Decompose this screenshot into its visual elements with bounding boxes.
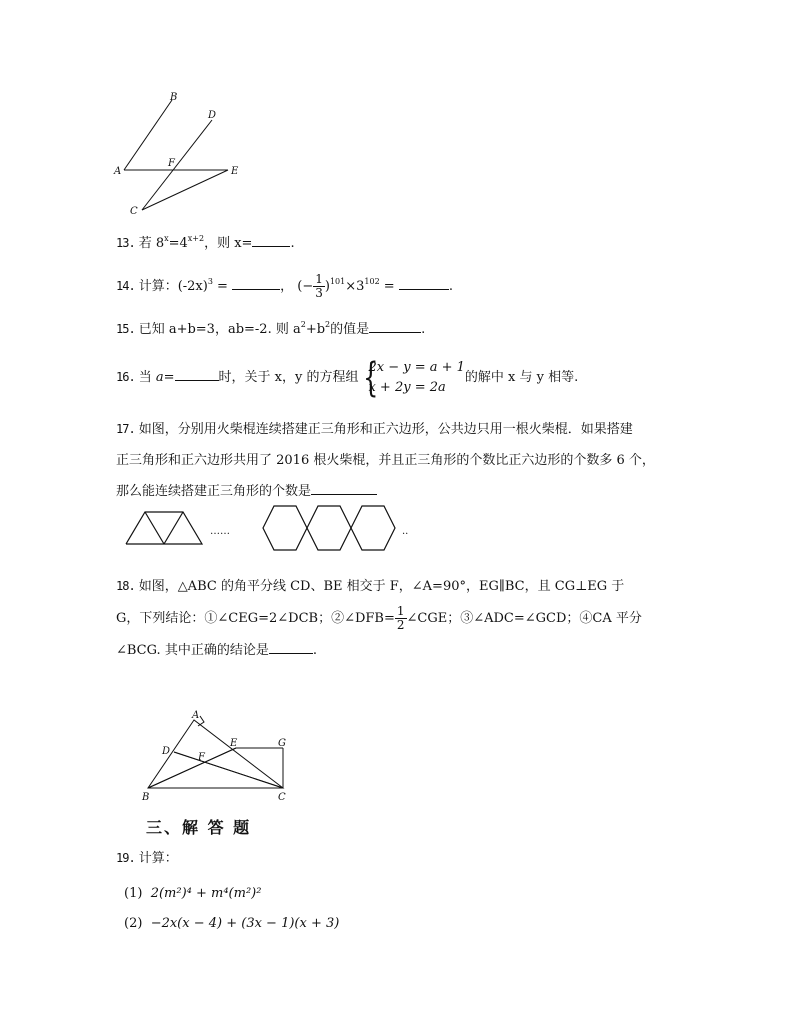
q15-end: . [421, 322, 426, 337]
q14-sep: ， [280, 279, 294, 294]
q13-sup1: x [164, 234, 169, 243]
line-CD [142, 120, 212, 210]
q18-line-3: ∠BCG. 其中正确的结论是 . [116, 635, 642, 667]
q16-tail: 的解中 x 与 y 相等. [464, 370, 579, 385]
equation-system [358, 354, 465, 401]
fraction-one-third: $\frac{1}{3}$ [315, 272, 323, 300]
line-DE-helper [174, 752, 283, 788]
label-D: D [208, 110, 217, 121]
label-A: A [192, 710, 200, 721]
q13-text: 若 8 [138, 236, 165, 251]
q19-item-1 [124, 884, 261, 904]
figure-triangle-abc [138, 708, 298, 808]
figure-matchsticks [118, 500, 418, 560]
dots-left: …… [210, 526, 230, 537]
question-15 [116, 318, 425, 340]
q13-end: . [290, 236, 295, 251]
item-label: (2) [124, 916, 143, 931]
item-label: (1) [124, 886, 143, 901]
q15-tail: 的值是 [330, 322, 370, 337]
q14-sup3: 102 [364, 277, 380, 286]
answer-blank[interactable] [311, 480, 377, 495]
answer-blank[interactable] [269, 639, 313, 654]
q14-eq2: = [379, 279, 399, 294]
label-D: D [162, 746, 171, 757]
question-number: 16. [116, 370, 135, 384]
triangles-row [126, 512, 202, 544]
label-E: E [230, 738, 238, 749]
question-14 [116, 273, 453, 300]
q15-plus: +b [305, 322, 326, 337]
hexagons-row [263, 506, 395, 550]
question-number: 19. [116, 851, 135, 865]
q16-eq: = [163, 370, 175, 385]
q14-sup1: 3 [207, 277, 213, 286]
q16-pre: 当 [138, 370, 156, 385]
line-AB [124, 100, 172, 170]
item-expression: 2(m²)⁴ + m⁴(m²)² [150, 886, 262, 901]
q13-mid: =4 [168, 236, 188, 251]
q15-sup2: 2 [325, 320, 331, 329]
q19-item-2 [124, 914, 339, 934]
q17-line-2: 正三角形和正六边形共用了 2016 根火柴棍，并且正三角形的个数比正六边形的个数多 6 个， [116, 453, 655, 468]
q17-line-1: 17. 如图，分别用火柴棍连续搭建正三角形和正六边形，公共边只用一根火柴棍．如果搭建 [116, 422, 633, 437]
q15-text: 已知 a+b=3，ab=-2. 则 a [138, 322, 301, 337]
q16-mid: 时，关于 x，y 的方程组 [218, 370, 359, 385]
q15-sup1: 2 [300, 320, 306, 329]
q19-title: 计算： [138, 851, 178, 866]
brace-icon: { [363, 354, 379, 401]
q18-line-2: G，下列结论：①∠CEG=2∠DCB；②∠DFB= $\frac{1}{2}$ ∠CGE；③∠ADC=∠GCD；④CA 平分 [116, 604, 642, 632]
question-number: 17. [116, 422, 135, 436]
label-B: B [170, 92, 178, 103]
section-title: 三、解 答 题 [146, 818, 252, 837]
label-E: E [231, 166, 239, 177]
question-19 [116, 848, 178, 869]
answer-blank[interactable] [232, 275, 280, 290]
question-17 [116, 414, 655, 507]
label-G: G [278, 738, 286, 749]
label-B: B [142, 792, 150, 803]
answer-blank[interactable] [252, 232, 290, 247]
q14-times: ×3 [345, 279, 365, 294]
question-number: 14. [116, 279, 135, 293]
label-A: A [114, 166, 122, 177]
answer-blank[interactable] [399, 275, 449, 290]
q17-line-3: 那么能连续搭建正三角形的个数是 [116, 476, 655, 507]
q18-line-1: 18. 如图，△ABC 的角平分线 CD、BE 相交于 F，∠A=90°，EG∥BC，且 CG⊥EG 于 [116, 579, 625, 594]
question-number: 18. [116, 579, 135, 593]
fraction-one-half: $\frac{1}{2}$ [396, 604, 405, 632]
equation-line-1: 2x − y = a + 1 [368, 359, 465, 375]
answer-blank[interactable] [175, 366, 219, 381]
answer-blank[interactable] [369, 318, 421, 333]
question-number: 15. [116, 322, 135, 336]
question-16 [116, 354, 579, 401]
question-13 [116, 232, 295, 254]
q14-end: . [448, 279, 453, 294]
label-F: F [198, 752, 205, 763]
question-18 [116, 570, 642, 667]
figure-parallel-lines [110, 88, 250, 218]
q13-sup2: x+2 [187, 234, 205, 243]
q14-sup2: 101 [329, 277, 346, 286]
label-C: C [278, 792, 286, 803]
q14-paren-close: ) [324, 279, 330, 294]
q14-paren-open: (− [297, 279, 314, 294]
line-CE [142, 170, 228, 210]
item-expression: −2x(x − 4) + (3x − 1)(x + 3) [150, 916, 340, 931]
label-F: F [168, 158, 175, 169]
label-C: C [130, 206, 138, 217]
q14-text: 计算：(-2x) [138, 279, 208, 294]
q14-eq: = [212, 279, 233, 294]
q16-var-a: a [155, 370, 164, 385]
q13-tail: ，则 x= [204, 236, 253, 251]
equation-line-2: x + 2y = 2a [368, 379, 446, 395]
question-number: 13. [116, 236, 135, 250]
dots-right: .. [402, 526, 409, 537]
